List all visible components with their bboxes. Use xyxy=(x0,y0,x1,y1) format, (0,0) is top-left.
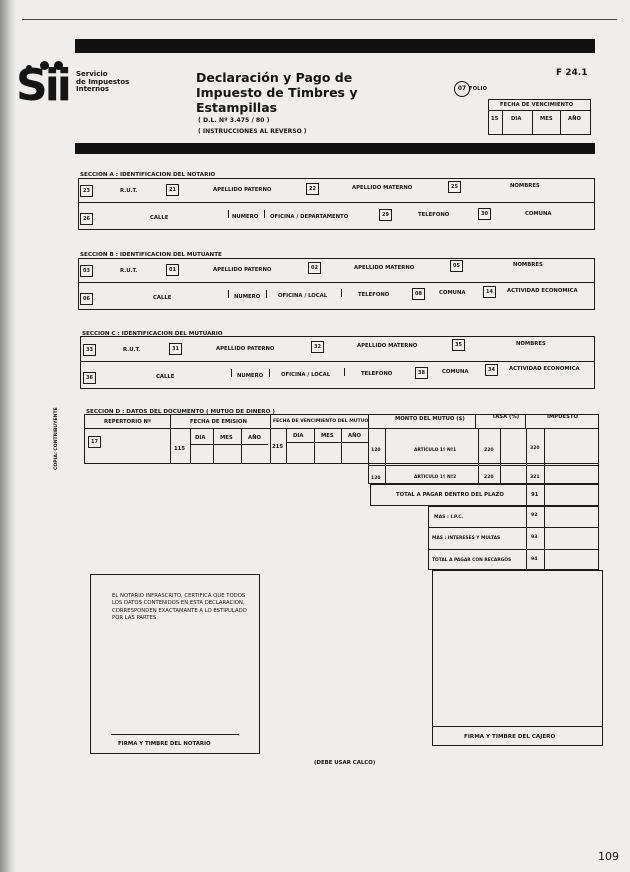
tasa-label: TASA (%) xyxy=(492,414,520,420)
code-box: 21 xyxy=(166,184,179,196)
total-label: TOTAL A PAGAR DENTRO DEL PLAZO xyxy=(396,492,504,498)
cashier-signature-label: FIRMA Y TIMBRE DEL CAJERO xyxy=(464,734,556,740)
rut-label[interactable]: R.U.T. xyxy=(120,268,138,274)
title-line: Declaración y Pago de xyxy=(196,70,353,85)
vencimiento-anio[interactable]: AÑO xyxy=(348,433,362,439)
vencimiento-dia[interactable]: DIA xyxy=(293,433,304,439)
title-line: Estampillas xyxy=(196,100,278,115)
nombres-label[interactable]: NOMBRES xyxy=(516,341,546,347)
emision-mes[interactable]: MES xyxy=(220,435,233,441)
rut-label[interactable]: R.U.T. xyxy=(120,188,138,194)
apellido-materno-label[interactable]: APELLIDO MATERNO xyxy=(354,265,415,271)
calle-label[interactable]: CALLE xyxy=(153,295,172,301)
code-box: 17 xyxy=(88,436,101,448)
section-c-title: SECCION C : IDENTIFICACION DEL MUTUARIO xyxy=(82,331,223,337)
numero-label[interactable]: NUMERO xyxy=(232,214,259,220)
emision-label: FECHA DE EMISION xyxy=(190,419,247,425)
notary-signature-label: FIRMA Y TIMBRE DEL NOTARIO xyxy=(118,741,211,747)
code-box: 02 xyxy=(308,262,321,274)
code-box: 26 xyxy=(80,213,93,225)
emision-code: 115 xyxy=(174,446,186,452)
apellido-materno-label[interactable]: APELLIDO MATERNO xyxy=(357,343,418,349)
header-bar-lower xyxy=(75,143,595,154)
code-box: 38 xyxy=(415,367,428,379)
telefono-label[interactable]: TELEFONO xyxy=(358,292,390,298)
monto-label: MONTO DEL MUTUO ($) xyxy=(395,416,465,422)
row1-tasa-code: 220 xyxy=(484,448,494,453)
due-date-title: FECHA DE VENCIMIENTO xyxy=(500,102,574,108)
calco-note: (DEBE USAR CALCO) xyxy=(314,760,376,766)
total-recargos-label: TOTAL A PAGAR CON RECARGOS xyxy=(432,558,512,563)
page-number: 109 xyxy=(598,850,619,863)
code-box: 33 xyxy=(83,344,96,356)
section-d-title: SECCION D : DATOS DEL DOCUMENTO ( MUTUO DE DINERO ) xyxy=(86,409,275,415)
emision-anio[interactable]: AÑO xyxy=(248,435,262,441)
row2-impuesto-code: 321 xyxy=(530,475,540,480)
row2-code: 120 xyxy=(371,476,381,481)
logo-mark: Sii xyxy=(16,60,69,111)
code-box: 06 xyxy=(80,293,93,305)
emision-dia[interactable]: DIA xyxy=(195,435,206,441)
comuna-label[interactable]: COMUNA xyxy=(439,290,466,296)
row1-label: ARTICULO 1º Nº1 xyxy=(414,448,457,453)
code-box: 03 xyxy=(80,265,93,277)
apellido-paterno-label[interactable]: APELLIDO PATERNO xyxy=(213,267,272,273)
oficina-label[interactable]: OFICINA / DEPARTAMENTO xyxy=(270,214,349,220)
intereses-label: MAS : INTERESES Y MULTAS xyxy=(432,536,501,541)
telefono-label[interactable]: TELEFONO xyxy=(361,371,393,377)
apellido-paterno-label[interactable]: APELLIDO PATERNO xyxy=(216,346,275,352)
code-box: 29 xyxy=(379,209,392,221)
vencimiento-mes[interactable]: MES xyxy=(321,433,334,439)
telefono-label[interactable]: TELEFONO xyxy=(418,212,450,218)
code-box: 05 xyxy=(450,260,463,272)
ipc-code: 92 xyxy=(531,513,538,518)
comuna-label[interactable]: COMUNA xyxy=(525,211,552,217)
law-reference: ( D.L. Nº 3.475 / 80 ) xyxy=(198,117,270,124)
calle-label[interactable]: CALLE xyxy=(156,374,175,380)
row2-label: ARTICULO 1º Nº2 xyxy=(414,475,457,480)
form-title xyxy=(196,70,358,115)
apellido-paterno-label[interactable]: APELLIDO PATERNO xyxy=(213,187,272,193)
code-box: 01 xyxy=(166,264,179,276)
ipc-label: MAS : I.P.C. xyxy=(434,515,464,520)
impuesto-label: IMPUESTO xyxy=(547,414,578,420)
section-b-title: SECCION B : IDENTIFICACION DEL MUTUANTE xyxy=(80,252,222,258)
cashier-box xyxy=(432,570,603,746)
nombres-label[interactable]: NOMBRES xyxy=(513,262,543,268)
agency-line: de Impuestos xyxy=(76,77,130,86)
copy-label: COPIA: CONTRIBUYENTE xyxy=(54,407,59,470)
code-box: 08 xyxy=(412,288,425,300)
row2-tasa-code: 220 xyxy=(484,475,494,480)
code-box: 25 xyxy=(448,181,461,193)
numero-label[interactable]: NUMERO xyxy=(234,294,261,300)
code-box: 14 xyxy=(483,286,496,298)
vencimiento-code: 215 xyxy=(272,444,284,450)
agency-line: Servicio xyxy=(76,70,108,78)
actividad-label[interactable]: ACTIVIDAD ECONOMICA xyxy=(509,366,580,372)
intereses-code: 93 xyxy=(531,535,538,540)
row1-code: 120 xyxy=(371,448,381,453)
repertorio-label: REPERTORIO Nº xyxy=(104,419,151,425)
code-box: 35 xyxy=(452,339,465,351)
oficina-label[interactable]: OFICINA / LOCAL xyxy=(278,293,328,299)
total-recargos-code: 94 xyxy=(531,557,538,562)
due-date-month[interactable]: MES xyxy=(540,116,553,122)
oficina-label[interactable]: OFICINA / LOCAL xyxy=(281,372,331,378)
due-date-day[interactable]: DIA xyxy=(511,116,522,122)
nombres-label[interactable]: NOMBRES xyxy=(510,183,540,189)
calle-label[interactable]: CALLE xyxy=(150,215,169,221)
code-box: 31 xyxy=(169,343,182,355)
due-date-code: 15 xyxy=(491,116,499,122)
row1-impuesto-code: 320 xyxy=(530,446,540,451)
code-box: 23 xyxy=(80,185,93,197)
section-a-title: SECCION A : IDENTIFICACION DEL NOTARIO xyxy=(80,172,216,178)
numero-label[interactable]: NUMERO xyxy=(237,373,264,379)
comuna-label[interactable]: COMUNA xyxy=(442,369,469,375)
vencimiento-label: FECHA DE VENCIMIENTO DEL MUTUO xyxy=(273,419,369,424)
binding-shadow xyxy=(0,0,16,872)
sii-logo xyxy=(16,60,72,111)
code-box: 32 xyxy=(311,341,324,353)
folio-code: 07 xyxy=(454,81,470,97)
form-code: F 24.1 xyxy=(556,68,588,78)
apellido-materno-label[interactable]: APELLIDO MATERNO xyxy=(352,185,413,191)
code-box: 34 xyxy=(485,364,498,376)
folio-label[interactable]: FOLIO xyxy=(469,86,488,92)
code-box: 22 xyxy=(306,183,319,195)
actividad-label[interactable]: ACTIVIDAD ECONOMICA xyxy=(507,288,578,294)
total-code: 91 xyxy=(531,492,539,498)
code-box: 30 xyxy=(478,208,491,220)
header-bar xyxy=(75,39,595,53)
certification-text: EL NOTARIO INFRASCRITO, CERTIFICA QUE TODOS LOS DATOS CONTENIDOS EN ESTA DECLARACION, CORRESPONDEN EXACTAMANTE A LO ESTIPULADO POR LAS PARTES. xyxy=(112,593,247,622)
top-rule xyxy=(22,19,617,20)
agency-line: Internos xyxy=(76,85,110,93)
agency-name xyxy=(76,71,129,94)
title-line: Impuesto de Timbres y xyxy=(196,85,358,100)
instructions-note: ( INSTRUCCIONES AL REVERSO ) xyxy=(198,128,307,135)
code-box: 36 xyxy=(83,372,96,384)
rut-label[interactable]: R.U.T. xyxy=(123,347,141,353)
due-date-year[interactable]: AÑO xyxy=(568,116,582,122)
